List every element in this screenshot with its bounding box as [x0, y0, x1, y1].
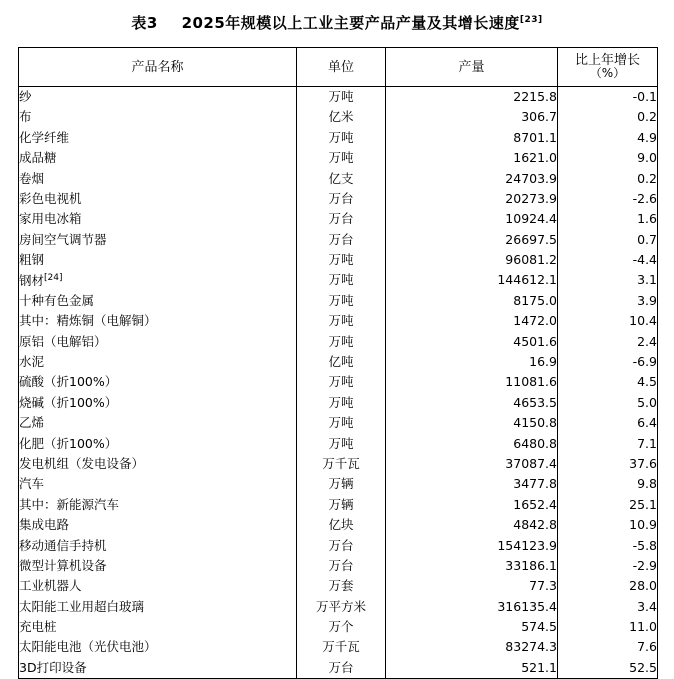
- table-row: [19, 189, 658, 209]
- cell-unit: 万吨: [297, 128, 386, 148]
- cell-output: 154123.9: [386, 536, 558, 556]
- cell-output: 521.1: [386, 658, 558, 679]
- cell-product-name: [19, 372, 297, 392]
- cell-output: 574.5: [386, 617, 558, 637]
- cell-unit: 万吨: [297, 413, 386, 433]
- cell-unit: 万台: [297, 230, 386, 250]
- industrial-output-table: [18, 47, 658, 679]
- product-name-text: 卷烟: [19, 170, 45, 186]
- product-name-text: 3D打印设备: [19, 659, 87, 675]
- product-name-text: 布: [19, 109, 32, 125]
- cell-growth: 37.6: [558, 454, 658, 474]
- table-row: [19, 107, 658, 127]
- cell-output: 1652.4: [386, 495, 558, 515]
- table-row: [19, 536, 658, 556]
- cell-growth: 52.5: [558, 658, 658, 679]
- product-name-text: 充电桩: [19, 619, 57, 635]
- table-row: [19, 617, 658, 637]
- cell-output: 1621.0: [386, 148, 558, 168]
- cell-growth: 0.2: [558, 169, 658, 189]
- cell-product-name: [19, 536, 297, 556]
- cell-unit: 万吨: [297, 291, 386, 311]
- product-name-text: 工业机器人: [19, 578, 82, 594]
- column-header-growth-unit: （%）: [589, 66, 626, 80]
- cell-product-name: [19, 352, 297, 372]
- table-row: [19, 128, 658, 148]
- product-name-text: 硫酸（折100%）: [19, 374, 118, 390]
- cell-product-name: [19, 250, 297, 270]
- cell-product-name: [19, 291, 297, 311]
- cell-output: 37087.4: [386, 454, 558, 474]
- column-header-unit: 单位: [297, 48, 386, 87]
- title-footnote-marker: [23]: [519, 15, 543, 25]
- cell-output: 10924.4: [386, 209, 558, 229]
- cell-output: 77.3: [386, 576, 558, 596]
- product-name-text: 太阳能工业用超白玻璃: [19, 598, 145, 614]
- cell-product-name: [19, 148, 297, 168]
- footnote-marker: [24]: [44, 272, 63, 283]
- product-name-text: 原铝（电解铝）: [19, 333, 107, 349]
- table-row: [19, 148, 658, 168]
- cell-unit: 亿支: [297, 169, 386, 189]
- cell-unit: 万吨: [297, 393, 386, 413]
- cell-product-name: [19, 556, 297, 576]
- cell-growth: 3.1: [558, 271, 658, 291]
- title-text: 2025年规模以上工业主要产品产量及其增长速度: [181, 14, 520, 32]
- cell-growth: 4.9: [558, 128, 658, 148]
- cell-unit: 亿块: [297, 515, 386, 535]
- column-header-output: 产量: [386, 48, 558, 87]
- product-name-text: 成品糖: [19, 150, 57, 166]
- cell-growth: -2.9: [558, 556, 658, 576]
- product-name-text: 移动通信手持机: [19, 537, 107, 553]
- cell-unit: 万台: [297, 209, 386, 229]
- cell-product-name: [19, 230, 297, 250]
- cell-growth: 0.2: [558, 107, 658, 127]
- cell-unit: 万吨: [297, 332, 386, 352]
- cell-unit: 万吨: [297, 434, 386, 454]
- cell-output: 2215.8: [386, 87, 558, 108]
- cell-unit: 亿米: [297, 107, 386, 127]
- cell-output: 8175.0: [386, 291, 558, 311]
- product-name-text: 集成电路: [19, 517, 70, 533]
- table-row: [19, 658, 658, 679]
- product-name-text: 乙烯: [19, 415, 45, 431]
- table-row: [19, 638, 658, 658]
- cell-product-name: [19, 454, 297, 474]
- cell-product-name: [19, 638, 297, 658]
- cell-growth: -0.1: [558, 87, 658, 108]
- cell-growth: -6.9: [558, 352, 658, 372]
- product-name-text: 钢材: [19, 273, 45, 289]
- product-name-text: 发电机组（发电设备）: [19, 455, 145, 471]
- cell-output: 4150.8: [386, 413, 558, 433]
- cell-growth: 25.1: [558, 495, 658, 515]
- cell-unit: 万吨: [297, 250, 386, 270]
- cell-growth: 6.4: [558, 413, 658, 433]
- table-row: [19, 250, 658, 270]
- cell-output: 144612.1: [386, 271, 558, 291]
- column-header-product-name: 产品名称: [19, 48, 297, 87]
- cell-growth: 10.4: [558, 311, 658, 331]
- cell-unit: 万千瓦: [297, 454, 386, 474]
- cell-growth: 11.0: [558, 617, 658, 637]
- cell-growth: -4.4: [558, 250, 658, 270]
- table-row: [19, 597, 658, 617]
- product-name-text: 彩色电视机: [19, 190, 82, 206]
- product-name-text: 微型计算机设备: [19, 557, 107, 573]
- cell-output: 4653.5: [386, 393, 558, 413]
- table-row: [19, 209, 658, 229]
- cell-growth: 9.8: [558, 474, 658, 494]
- table-row: [19, 332, 658, 352]
- table-row: [19, 454, 658, 474]
- cell-growth: 2.4: [558, 332, 658, 352]
- product-name-text: 化学纤维: [19, 129, 70, 145]
- cell-product-name: [19, 576, 297, 596]
- product-name-text: 其中：新能源汽车: [19, 496, 120, 512]
- page-title: [18, 0, 656, 47]
- table-row: [19, 434, 658, 454]
- cell-product-name: [19, 209, 297, 229]
- table-row: [19, 556, 658, 576]
- cell-unit: 万吨: [297, 271, 386, 291]
- table-row: [19, 372, 658, 392]
- cell-product-name: [19, 271, 297, 291]
- cell-unit: 亿吨: [297, 352, 386, 372]
- cell-growth: 3.4: [558, 597, 658, 617]
- table-header: [19, 48, 658, 87]
- cell-product-name: [19, 474, 297, 494]
- cell-growth: 28.0: [558, 576, 658, 596]
- cell-growth: 1.6: [558, 209, 658, 229]
- product-name-text: 纱: [19, 88, 32, 104]
- cell-unit: 万个: [297, 617, 386, 637]
- cell-unit: 万千瓦: [297, 638, 386, 658]
- cell-product-name: [19, 87, 297, 108]
- cell-product-name: [19, 393, 297, 413]
- cell-growth: -2.6: [558, 189, 658, 209]
- table-row: [19, 169, 658, 189]
- table-row: [19, 311, 658, 331]
- table-row: [19, 291, 658, 311]
- cell-growth: 3.9: [558, 291, 658, 311]
- table-row: [19, 393, 658, 413]
- product-name-text: 汽车: [19, 476, 45, 492]
- table-number: 表3: [131, 14, 158, 32]
- cell-output: 33186.1: [386, 556, 558, 576]
- cell-output: 16.9: [386, 352, 558, 372]
- cell-product-name: [19, 311, 297, 331]
- table-row: [19, 271, 658, 291]
- cell-output: 6480.8: [386, 434, 558, 454]
- cell-product-name: [19, 107, 297, 127]
- cell-unit: 万台: [297, 658, 386, 679]
- product-name-text: 房间空气调节器: [19, 231, 107, 247]
- cell-growth: 0.7: [558, 230, 658, 250]
- table-row: [19, 87, 658, 108]
- product-name-text: 家用电冰箱: [19, 211, 82, 227]
- cell-growth: 10.9: [558, 515, 658, 535]
- table-row: [19, 515, 658, 535]
- cell-growth: 4.5: [558, 372, 658, 392]
- cell-product-name: [19, 495, 297, 515]
- product-name-text: 太阳能电池（光伏电池）: [19, 639, 157, 655]
- table-body: [19, 87, 658, 679]
- product-name-text: 水泥: [19, 354, 45, 370]
- cell-output: 20273.9: [386, 189, 558, 209]
- cell-unit: 万吨: [297, 87, 386, 108]
- cell-output: 3477.8: [386, 474, 558, 494]
- cell-output: 316135.4: [386, 597, 558, 617]
- cell-output: 24703.9: [386, 169, 558, 189]
- cell-product-name: [19, 189, 297, 209]
- table-row: [19, 576, 658, 596]
- cell-unit: 万台: [297, 189, 386, 209]
- cell-output: 26697.5: [386, 230, 558, 250]
- table-row: [19, 413, 658, 433]
- cell-unit: 万台: [297, 556, 386, 576]
- product-name-text: 烧碱（折100%）: [19, 394, 118, 410]
- table-header-row: [19, 48, 658, 87]
- table-row: [19, 495, 658, 515]
- cell-output: 4842.8: [386, 515, 558, 535]
- cell-unit: 万吨: [297, 372, 386, 392]
- cell-output: 306.7: [386, 107, 558, 127]
- cell-product-name: [19, 434, 297, 454]
- cell-unit: 万吨: [297, 148, 386, 168]
- cell-product-name: [19, 169, 297, 189]
- cell-unit: 万吨: [297, 311, 386, 331]
- table-row: [19, 230, 658, 250]
- cell-product-name: [19, 597, 297, 617]
- product-name-text: 十种有色金属: [19, 292, 95, 308]
- column-header-growth-text: 比上年增长: [574, 53, 640, 68]
- cell-product-name: [19, 617, 297, 637]
- product-name-text: 其中：精炼铜（电解铜）: [19, 313, 157, 329]
- cell-growth: 9.0: [558, 148, 658, 168]
- cell-growth: -5.8: [558, 536, 658, 556]
- product-name-text: 化肥（折100%）: [19, 435, 118, 451]
- cell-unit: 万台: [297, 536, 386, 556]
- cell-output: 11081.6: [386, 372, 558, 392]
- cell-unit: 万辆: [297, 495, 386, 515]
- table-row: [19, 352, 658, 372]
- cell-product-name: [19, 128, 297, 148]
- cell-output: 83274.3: [386, 638, 558, 658]
- cell-product-name: [19, 332, 297, 352]
- cell-unit: 万辆: [297, 474, 386, 494]
- product-name-text: 粗钢: [19, 252, 45, 268]
- cell-output: 4501.6: [386, 332, 558, 352]
- cell-output: 1472.0: [386, 311, 558, 331]
- cell-product-name: [19, 413, 297, 433]
- cell-product-name: [19, 658, 297, 679]
- table-row: [19, 474, 658, 494]
- cell-growth: 7.1: [558, 434, 658, 454]
- column-header-growth: [558, 48, 658, 87]
- cell-unit: 万套: [297, 576, 386, 596]
- cell-product-name: [19, 515, 297, 535]
- cell-growth: 5.0: [558, 393, 658, 413]
- cell-output: 96081.2: [386, 250, 558, 270]
- cell-unit: 万平方米: [297, 597, 386, 617]
- cell-output: 8701.1: [386, 128, 558, 148]
- cell-growth: 7.6: [558, 638, 658, 658]
